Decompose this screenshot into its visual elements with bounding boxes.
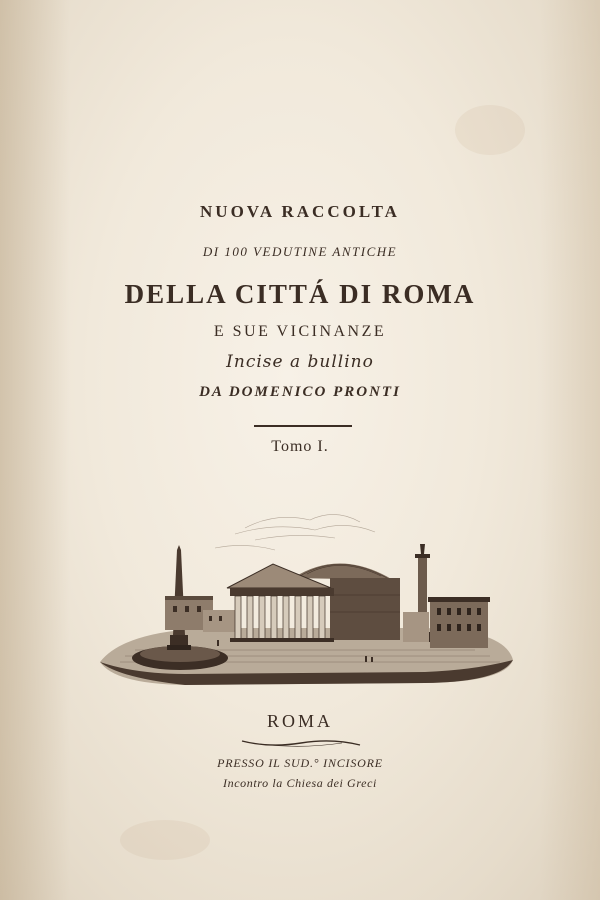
separator-rule (254, 425, 352, 427)
title-line-author: DA DOMENICO PRONTI (199, 384, 401, 400)
title-line-city: DELLA CITTÁ DI ROMA (124, 279, 476, 309)
title-line-vicinity: E SUE VICINANZE (213, 323, 387, 340)
title-line-collection: NUOVA RACCOLTA (200, 202, 400, 221)
volume-label: Tomo I. (271, 438, 329, 455)
left-buildings (165, 596, 235, 632)
cloud-hatching (215, 514, 375, 550)
imprint-address: Incontro la Chiesa dei Greci (223, 776, 377, 790)
pantheon-rotunda (330, 578, 400, 640)
paper-stain (120, 820, 210, 860)
right-palazzo (403, 597, 490, 648)
swash-ornament (240, 737, 362, 749)
pantheon-engraving (95, 500, 515, 695)
title-line-vedutine: DI 100 VEDUTINE ANTICHE (202, 244, 398, 259)
imprint-publisher: PRESSO IL SUD.° INCISORE (217, 756, 383, 770)
title-line-engraved: Incise a bullino (226, 352, 374, 372)
imprint-city: ROMA (266, 711, 333, 731)
paper-stain (455, 105, 525, 155)
